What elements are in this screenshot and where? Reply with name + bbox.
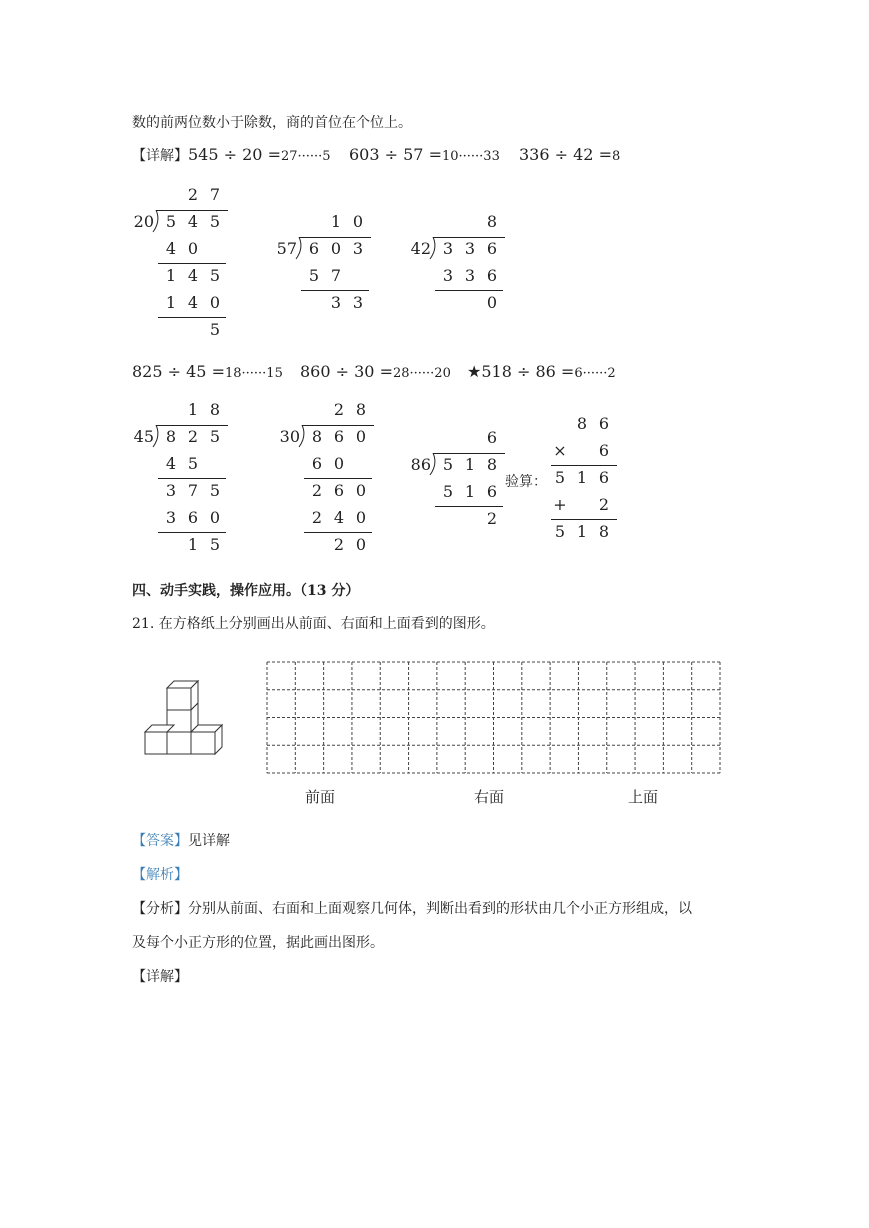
equation-row-1 <box>132 145 331 165</box>
step-digit: 3 <box>352 293 364 312</box>
equation-answer: 8 <box>611 149 621 164</box>
dividend-digit: 3 <box>352 239 364 258</box>
division-bar <box>156 210 228 211</box>
division-bar <box>299 237 371 238</box>
equation-answer: 6······2 <box>574 366 616 381</box>
fenxi-line-1 <box>132 898 692 918</box>
question-21: 21. 在方格纸上分别画出从前面、右面和上面看到的图形。 <box>132 616 495 632</box>
dividend-digit: 6 <box>308 239 320 258</box>
equation <box>467 362 616 381</box>
equation-answer: 18······15 <box>224 366 283 381</box>
detail-tag-2: 【详解】 <box>132 969 188 985</box>
step-digit: 0 <box>187 239 199 258</box>
quotient-digit: 2 <box>187 185 199 204</box>
subtraction-line <box>304 478 372 479</box>
step-digit: 7 <box>330 266 342 285</box>
step-digit: 3 <box>464 266 476 285</box>
division-bar <box>433 453 505 454</box>
division-bar <box>433 237 505 238</box>
check-digit: 1 <box>576 522 588 541</box>
step-digit: 3 <box>165 481 177 500</box>
answer-tag: 【答案】 <box>132 833 188 849</box>
step-digit: 3 <box>330 293 342 312</box>
answer-line <box>132 830 230 850</box>
subtraction-line <box>158 317 226 318</box>
label-right: 右面 <box>474 789 505 806</box>
check-label: 验算： <box>505 474 547 490</box>
step-digit: 1 <box>464 482 476 501</box>
answer-text: 见详解 <box>188 833 230 849</box>
quotient-digit: 2 <box>333 400 345 419</box>
step-digit: 1 <box>165 293 177 312</box>
equation-answer: 27······5 <box>280 149 331 164</box>
quotient-digit: 1 <box>187 400 199 419</box>
dashed-grid-paper <box>266 661 721 774</box>
check-digit: 6 <box>598 441 610 460</box>
fenxi-line-2: 及每个小正方形的位置，据此画出图形。 <box>132 935 384 951</box>
step-digit: 4 <box>165 239 177 258</box>
check-digit: 5 <box>554 468 566 487</box>
step-digit: 5 <box>209 535 221 554</box>
dividend-digit: 0 <box>330 239 342 258</box>
step-digit: 6 <box>486 482 498 501</box>
division-bar <box>302 425 374 426</box>
step-digit: 0 <box>209 508 221 527</box>
label-top: 上面 <box>628 789 659 806</box>
check-digit: + <box>553 495 567 514</box>
equation <box>132 362 283 381</box>
fenxi-tag: 【分析】 <box>132 901 188 917</box>
dividend-digit: 0 <box>355 427 367 446</box>
step-digit: 5 <box>308 266 320 285</box>
subtraction-line <box>158 532 226 533</box>
check-digit: 2 <box>598 495 610 514</box>
step-digit: 4 <box>165 454 177 473</box>
fenxi-text: 分别从前面、右面和上面观察几何体，判断出看到的形状由几个小正方形组成，以 <box>188 901 692 917</box>
equation-expr: ★518 ÷ 86 = <box>467 362 575 381</box>
equation-answer: 10······33 <box>441 149 500 164</box>
dividend-digit: 2 <box>187 427 199 446</box>
quotient-digit: 7 <box>209 185 221 204</box>
analysis-tag: 【解析】 <box>132 867 188 883</box>
quotient-digit: 8 <box>486 212 498 231</box>
check-digit: 8 <box>598 522 610 541</box>
division-bar <box>156 425 228 426</box>
dividend-digit: 5 <box>442 455 454 474</box>
check-digit: × <box>553 441 567 460</box>
dividend-digit: 8 <box>486 455 498 474</box>
step-digit: 3 <box>442 266 454 285</box>
dividend-digit: 3 <box>442 239 454 258</box>
dividend-digit: 8 <box>311 427 323 446</box>
dividend-digit: 3 <box>464 239 476 258</box>
step-digit: 4 <box>187 293 199 312</box>
step-digit: 4 <box>333 508 345 527</box>
step-digit: 0 <box>355 508 367 527</box>
divisor: 45 <box>133 427 154 446</box>
check-line <box>551 465 617 466</box>
cube-figure <box>140 676 230 756</box>
subtraction-line <box>435 290 503 291</box>
equation <box>300 362 451 381</box>
equation-expr: 860 ÷ 30 = <box>300 362 393 381</box>
step-digit: 5 <box>209 320 221 339</box>
equation-expr: 825 ÷ 45 = <box>132 362 225 381</box>
divisor: 30 <box>279 427 300 446</box>
subtraction-line <box>158 478 226 479</box>
dividend-digit: 6 <box>333 427 345 446</box>
intro-line: 数的前两位数小于除数，商的首位在个位上。 <box>132 115 412 131</box>
step-digit: 2 <box>486 509 498 528</box>
quotient-digit: 0 <box>352 212 364 231</box>
check-digit: 6 <box>598 414 610 433</box>
step-digit: 0 <box>486 293 498 312</box>
dividend-digit: 6 <box>486 239 498 258</box>
dividend-digit: 5 <box>209 427 221 446</box>
step-digit: 1 <box>187 535 199 554</box>
divisor: 42 <box>410 239 431 258</box>
equation-expr: 336 ÷ 42 = <box>519 145 612 164</box>
dividend-digit: 5 <box>209 212 221 231</box>
quotient-digit: 8 <box>209 400 221 419</box>
equation <box>349 145 500 164</box>
step-digit: 0 <box>355 481 367 500</box>
check-digit: 8 <box>576 414 588 433</box>
label-front: 前面 <box>305 789 336 806</box>
equation <box>519 145 620 164</box>
quotient-digit: 6 <box>486 428 498 447</box>
step-digit: 7 <box>187 481 199 500</box>
section-heading: 四、动手实践，操作应用。（13 分） <box>132 583 360 599</box>
quotient-digit: 8 <box>355 400 367 419</box>
step-digit: 5 <box>209 481 221 500</box>
equation-expr: 603 ÷ 57 = <box>349 145 442 164</box>
step-digit: 0 <box>333 454 345 473</box>
check-digit: 1 <box>576 468 588 487</box>
subtraction-line <box>158 263 226 264</box>
step-digit: 5 <box>442 482 454 501</box>
dividend-digit: 8 <box>165 427 177 446</box>
detail-tag: 【详解】 <box>132 148 188 164</box>
subtraction-line <box>301 290 369 291</box>
check-digit: 6 <box>598 468 610 487</box>
step-digit: 6 <box>311 454 323 473</box>
step-digit: 0 <box>355 535 367 554</box>
step-digit: 3 <box>165 508 177 527</box>
divisor: 57 <box>276 239 297 258</box>
step-digit: 2 <box>311 481 323 500</box>
step-digit: 2 <box>333 535 345 554</box>
equation-answer: 28······20 <box>392 366 451 381</box>
quotient-digit: 1 <box>330 212 342 231</box>
step-digit: 5 <box>209 266 221 285</box>
equation-expr: 545 ÷ 20 = <box>188 145 281 164</box>
dividend-digit: 1 <box>464 455 476 474</box>
divisor: 20 <box>133 212 154 231</box>
dividend-digit: 5 <box>165 212 177 231</box>
step-digit: 6 <box>486 266 498 285</box>
step-digit: 4 <box>187 266 199 285</box>
step-digit: 2 <box>311 508 323 527</box>
step-digit: 0 <box>209 293 221 312</box>
check-line <box>551 519 617 520</box>
dividend-digit: 4 <box>187 212 199 231</box>
step-digit: 5 <box>187 454 199 473</box>
step-digit: 6 <box>187 508 199 527</box>
divisor: 86 <box>410 455 431 474</box>
check-digit: 5 <box>554 522 566 541</box>
step-digit: 1 <box>165 266 177 285</box>
subtraction-line <box>304 532 372 533</box>
step-digit: 6 <box>333 481 345 500</box>
subtraction-line <box>435 506 503 507</box>
